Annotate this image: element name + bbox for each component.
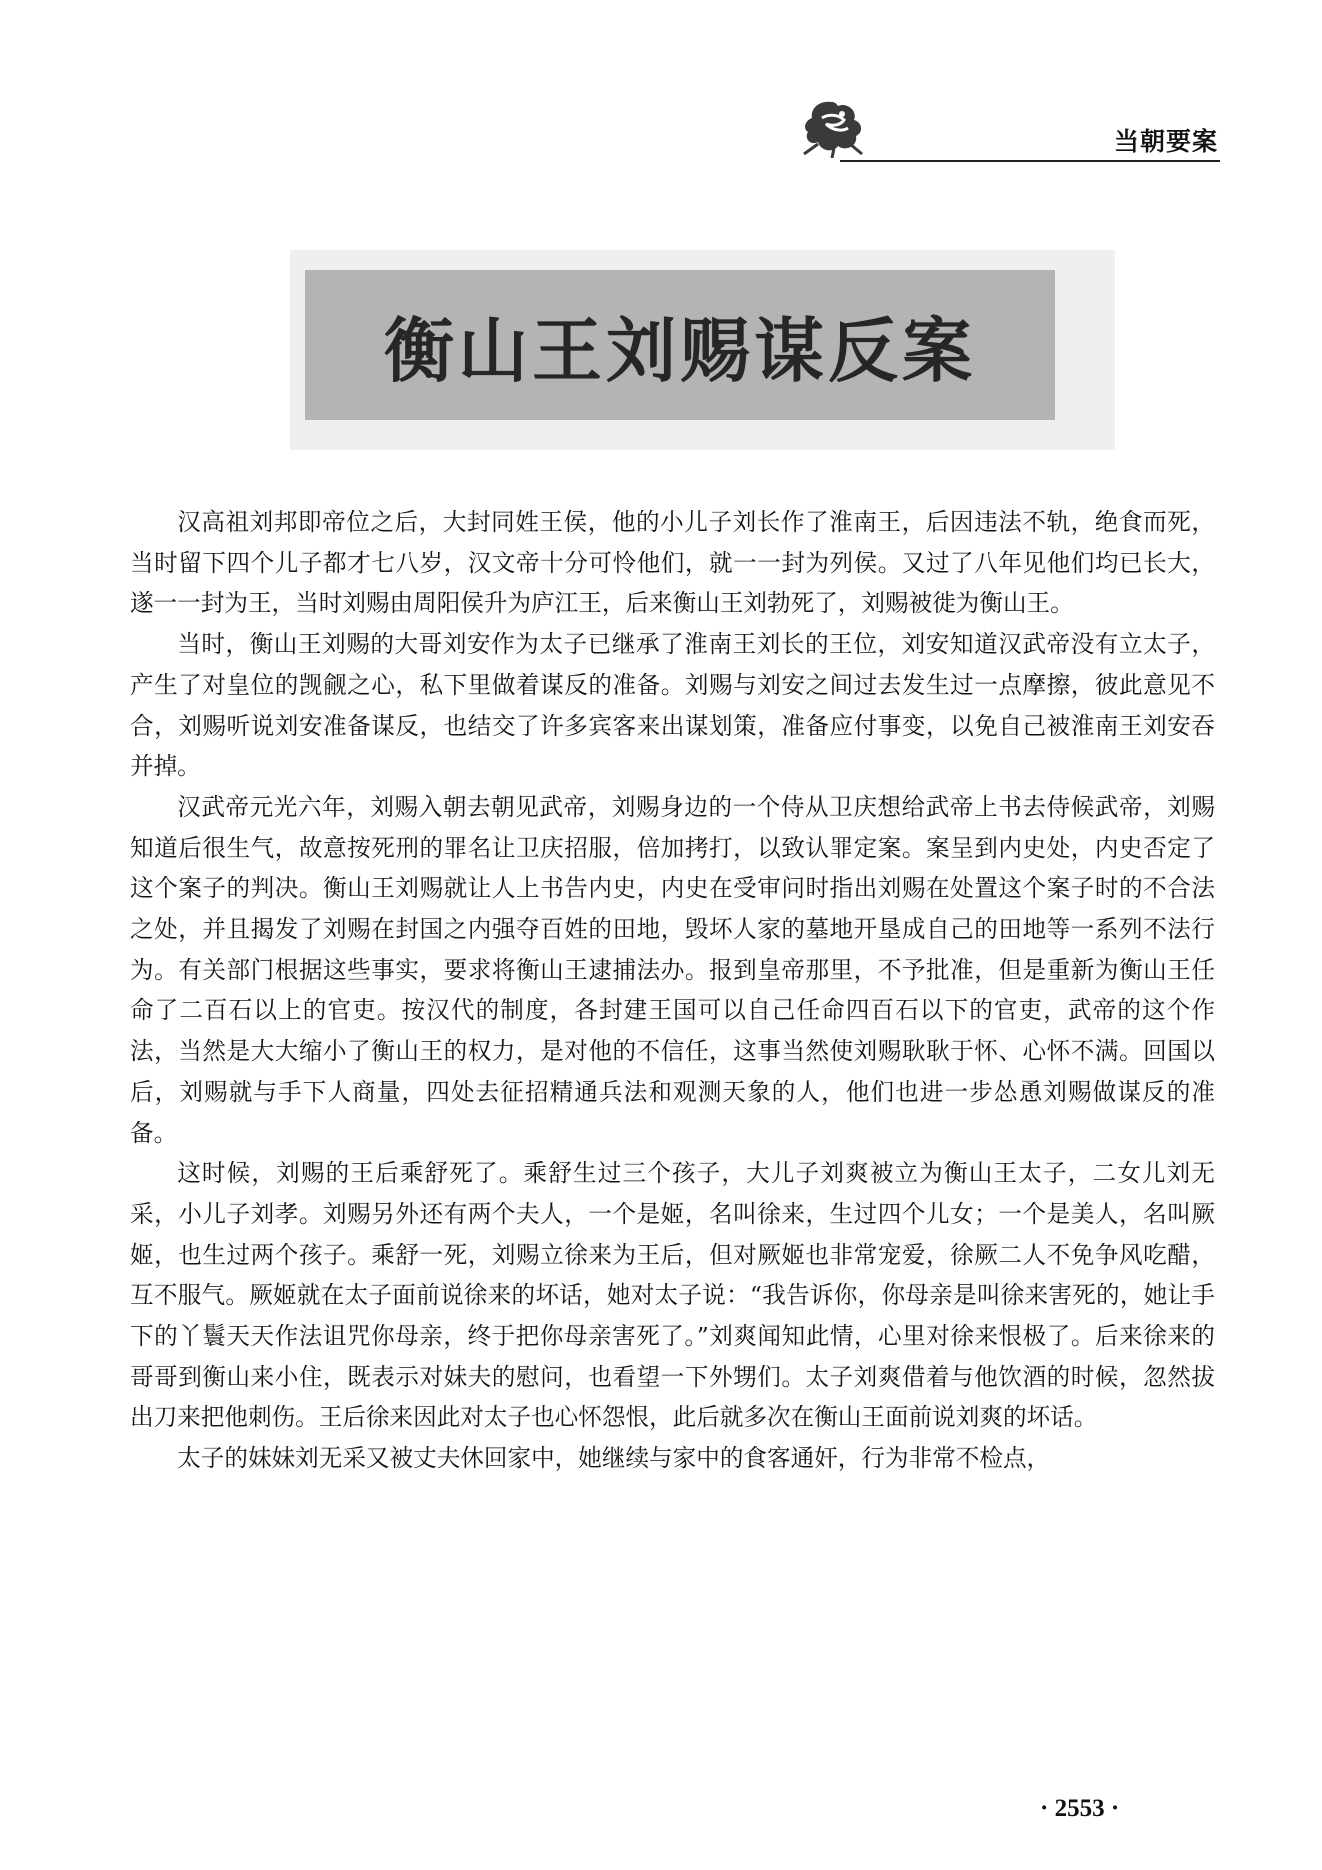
paragraph: 当时，衡山王刘赐的大哥刘安作为太子已继承了淮南王刘长的王位，刘安知道汉武帝没有立太子，产生了对皇位的觊觎之心，私下里做着谋反的准备。刘赐与刘安之间过去发生过一点摩擦，彼此意见不合，刘赐听说刘安准备谋反，也结交了许多宾客来出谋划策，准备应付事变，以免自己被淮南王刘安吞并掉。 <box>130 630 1215 781</box>
section-title: 当朝要案 <box>1113 127 1218 156</box>
dragon-emblem-icon <box>798 96 868 158</box>
running-header <box>780 92 1220 172</box>
paragraph: 这时候，刘赐的王后乘舒死了。乘舒生过三个孩子，大儿子刘爽被立为衡山王太子，二女儿刘无采，小儿子刘孝。刘赐另外还有两个夫人，一个是姬，名叫徐来，生过四个儿女；一个是美人，名叫厥姬，也生过两个孩子。乘舒一死，刘赐立徐来为王后，但对厥姬也非常宠爱，徐厥二人不免争风吃醋，互不服气。厥姬就在太子面前说徐来的坏话，她对太子说：“我告诉你，你母亲是叫徐来害死的，她让手下的丫鬟天天作法诅咒你母亲，终于把你母亲害死了。”刘爽闻知此情，心里对徐来恨极了。后来徐来的哥哥到衡山来小住，既表示对妹夫的慰问，也看望一下外甥们。太子刘爽借着与他饮酒的时候，忽然拔出刀来把他刺伤。王后徐来因此对太子也心怀怨恨，此后就多次在衡山王面前说刘爽的坏话。 <box>130 1159 1215 1432</box>
paragraph: 太子的妹妹刘无采又被丈夫休回家中，她继续与家中的食客通奸，行为非常不检点， <box>177 1444 1051 1473</box>
paragraph: 汉武帝元光六年，刘赐入朝去朝见武帝，刘赐身边的一个侍从卫庆想给武帝上书去侍候武帝，刘赐知道后很生气，故意按死刑的罪名让卫庆招服，倍加拷打，以致认罪定案。案呈到内史处，内史否定了这个案子的判决。衡山王刘赐就让人上书告内史，内史在受审问时指出刘赐在处置这个案子时的不合法之处，并且揭发了刘赐在封国之内强夺百姓的田地，毁坏人家的墓地开垦成自己的田地等一系列不法行为。有关部门根据这些事实，要求将衡山王逮捕法办。报到皇帝那里，不予批准，但是重新为衡山王任命了二百石以上的官吏。按汉代的制度，各封建王国可以自己任命四百石以下的官吏，武帝的这个作法，当然是大大缩小了衡山王的权力，是对他的不信任，这事当然使刘赐耿耿于怀、心怀不满。回国以后，刘赐就与手下人商量，四处去征招精通兵法和观测天象的人，他们也进一步怂恿刘赐做谋反的准备。 <box>130 792 1215 1147</box>
header-divider <box>840 160 1220 162</box>
chapter-title: 衡山王刘赐谋反案 <box>384 308 976 392</box>
paragraph: 汉高祖刘邦即帝位之后，大封同姓王侯，他的小儿子刘长作了淮南王，后因违法不轨，绝食而死，当时留下四个儿子都才七八岁，汉文帝十分可怜他们，就一一封为列侯。又过了八年见他们均已长大，遂一一封为王，当时刘赐由周阳侯升为庐江王，后来衡山王刘勃死了，刘赐被徙为衡山王。 <box>130 508 1215 618</box>
page-number: · 2553 · <box>1040 1795 1120 1822</box>
chapter-title-box <box>305 270 1055 420</box>
article-body <box>130 502 1215 1479</box>
